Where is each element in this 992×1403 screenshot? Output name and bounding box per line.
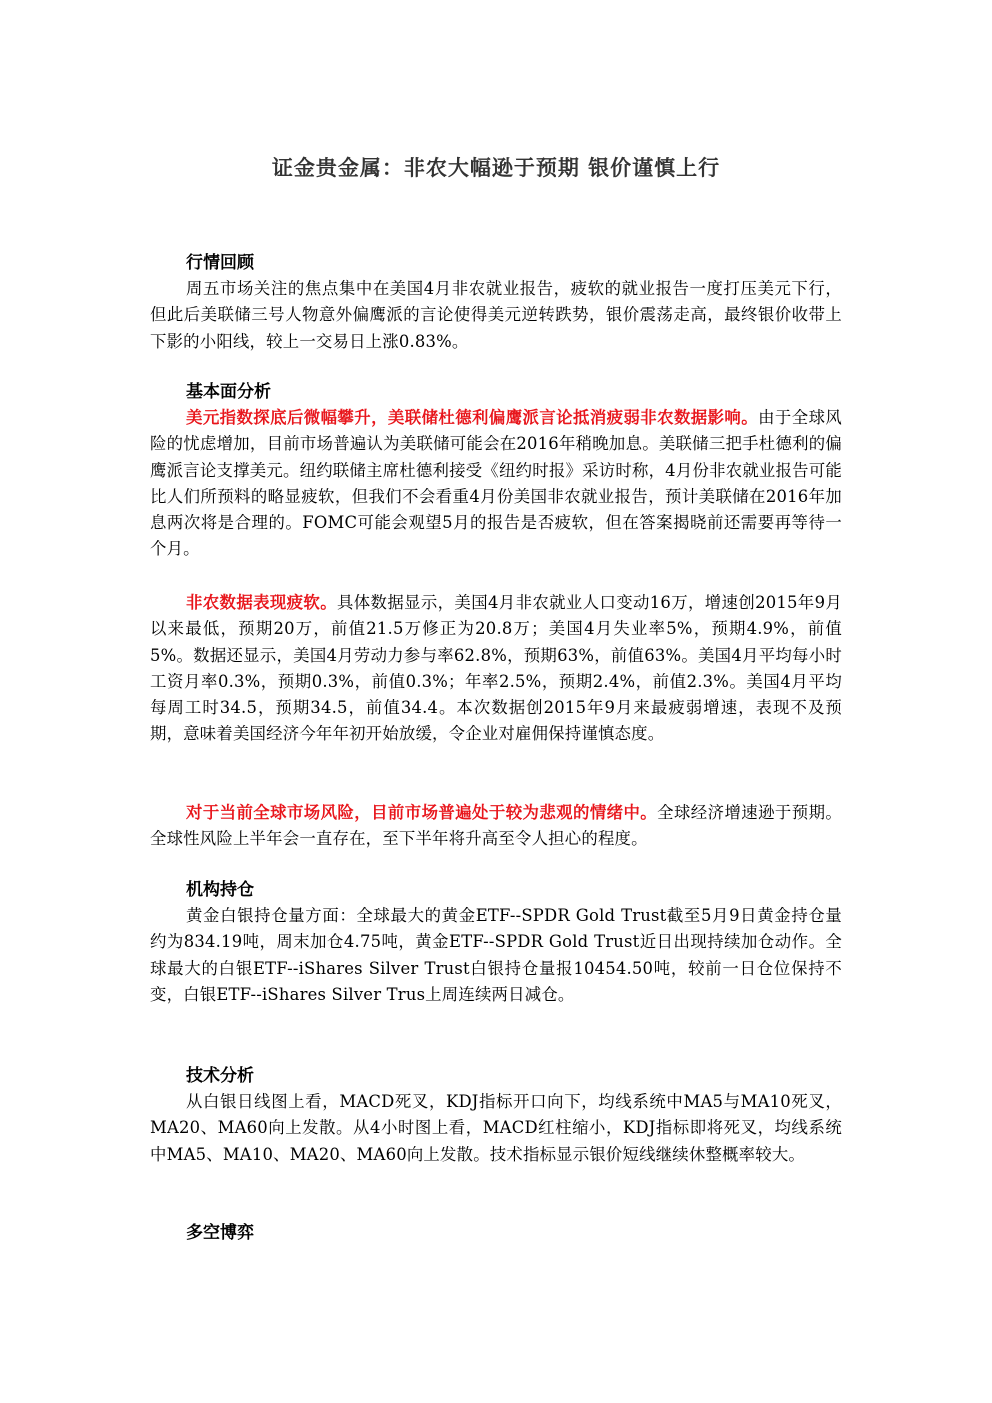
- section-paragraph: [150, 405, 842, 563]
- section-market-review: [150, 250, 842, 355]
- section-fundamental-global-risk: [150, 800, 842, 853]
- section-institutional-positions: [150, 877, 842, 1008]
- section-long-short-game: [150, 1220, 842, 1246]
- body-text: 全球经济增速逊于预期。全球性风险上半年会一直存在，至下半年将升高至令人担心的程度。: [150, 803, 842, 849]
- section-heading: 机构持仓: [186, 880, 254, 900]
- page-title: 证金贵金属：非农大幅逊于预期 银价谨慎上行: [271, 156, 721, 180]
- section-paragraph: 黄金白银持仓量方面：全球最大的黄金ETF--SPDR Gold Trust截至5月9日黄金持仓量约为834.19吨，周末加仓4.75吨，黄金ETF--SPDR Gold Trust近日出现持续加仓动作。全球最大的白银ETF--iShares Silver Trust白银持仓量报10454.50吨，较前一日仓位保持不变，白银ETF--iShares Silver Trus上周连续两日减仓。: [150, 906, 842, 1004]
- section-paragraph: 从白银日线图上看，MACD死叉，KDJ指标开口向下，均线系统中MA5与MA10死叉，MA20、MA60向上发散。从4小时图上看，MACD红柱缩小，KDJ指标即将死叉，均线系统中MA5、MA10、MA20、MA60向上发散。技术指标显示银价短线继续休整概率较大。: [150, 1092, 842, 1164]
- section-fundamental-analysis: [150, 379, 842, 563]
- highlight-text: 美元指数探底后微幅攀升，美联储杜德利偏鹰派言论抵消疲弱非农数据影响。: [186, 408, 759, 427]
- body-text: 具体数据显示，美国4月非农就业人口变动16万，增速创2015年9月以来最低，预期20万，前值21.5万修正为20.8万；美国4月失业率5%，预期4.9%，前值5%。数据还显示，美国4月劳动力参与率62.8%，预期63%，前值63%。美国4月平均每小时工资月率0.3%，预期0.3%，前值0.3%；年率2.5%，预期2.4%，前值2.3%。美国4月平均每周工时34.5，预期34.5，前值34.4。本次数据创2015年9月来最疲弱增速，表现不及预期，意味着美国经济今年年初开始放缓，令企业对雇佣保持谨慎态度。: [150, 593, 842, 744]
- section-heading: 技术分析: [186, 1066, 254, 1086]
- section-paragraph: [150, 590, 842, 748]
- body-text: 由于全球风险的忧虑增加，目前市场普遍认为美联储可能会在2016年稍晚加息。美联储三把手杜德利的偏鹰派言论支撑美元。纽约联储主席杜德利接受《纽约时报》采访时称，4月份非农就业报告可能比人们所预料的略显疲软，但我们不会看重4月份美国非农就业报告，预计美联储在2016年加息两次将是合理的。FOMC可能会观望5月的报告是否疲软，但在答案揭晓前还需要再等待一个月。: [150, 408, 842, 559]
- highlight-text: 对于当前全球市场风险，目前市场普遍处于较为悲观的情绪中。: [186, 803, 658, 822]
- section-paragraph: [150, 800, 842, 853]
- section-heading: 行情回顾: [186, 253, 254, 273]
- section-heading: 多空博弈: [186, 1223, 254, 1243]
- highlight-text: 非农数据表现疲软。: [186, 593, 337, 612]
- section-paragraph: 周五市场关注的焦点集中在美国4月非农就业报告，疲软的就业报告一度打压美元下行，但此后美联储三号人物意外偏鹰派的言论使得美元逆转跌势，银价震荡走高，最终银价收带上下影的小阳线，较上一交易日上涨0.83%。: [150, 279, 842, 351]
- section-technical-analysis: [150, 1063, 842, 1168]
- section-heading: 基本面分析: [186, 382, 271, 402]
- section-fundamental-nonfarm: [150, 590, 842, 748]
